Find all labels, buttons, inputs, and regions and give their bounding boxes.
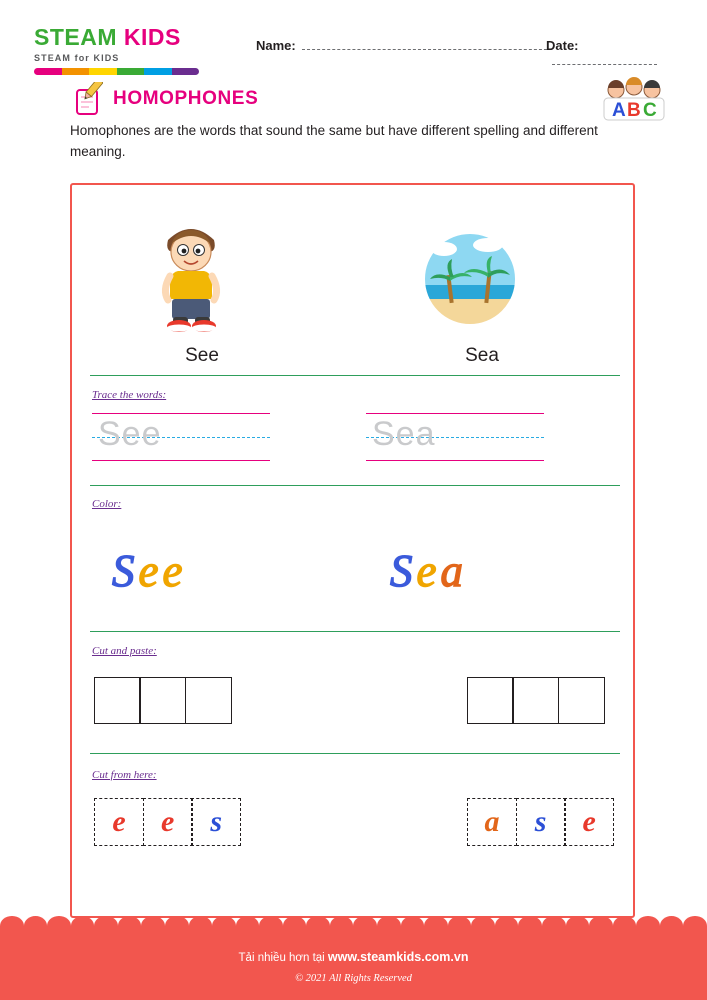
section-label-cut-here: Cut from here:	[92, 769, 157, 781]
intro-text: Homophones are the words that sound the same but have different spelling and different meaning.	[70, 123, 598, 159]
word-label-right: Sea	[465, 345, 499, 366]
boy-illustration	[148, 214, 234, 334]
trace-lines-left[interactable]	[92, 413, 270, 461]
page-title: HOMOPHONES	[113, 88, 259, 109]
paste-box[interactable]	[94, 677, 141, 724]
page-header	[34, 26, 674, 74]
color-letter[interactable]: a	[440, 546, 467, 596]
worksheet-title-row	[75, 82, 258, 116]
brand-name-part-2: KIDS	[123, 24, 181, 50]
color-word-right[interactable]	[390, 545, 467, 597]
cut-tiles-right[interactable]	[467, 798, 614, 846]
cut-tile-letter: e	[112, 805, 126, 838]
svg-text:B: B	[627, 100, 641, 121]
color-letter[interactable]: S	[112, 546, 139, 596]
brand-logo	[34, 26, 234, 75]
svg-text:A: A	[612, 100, 626, 121]
cut-tile-letter: s	[534, 805, 547, 838]
footer-scallop-edge	[0, 916, 707, 930]
beach-illustration	[422, 231, 518, 327]
divider-2	[90, 485, 620, 486]
cut-tile[interactable]	[516, 798, 566, 846]
trace-lines-right[interactable]	[366, 413, 544, 461]
paste-boxes-left[interactable]	[94, 677, 232, 724]
paste-box[interactable]	[558, 677, 605, 724]
divider-4	[90, 753, 620, 754]
brand-name-part-1: STEAM	[34, 24, 117, 50]
cut-tile-letter: a	[484, 805, 500, 838]
trace-word-right: Sea	[372, 415, 436, 453]
paste-box[interactable]	[467, 677, 514, 724]
word-label-left: See	[185, 345, 219, 366]
brand-color-bar	[34, 68, 199, 75]
divider-3	[90, 631, 620, 632]
cut-tile[interactable]	[143, 798, 193, 846]
name-input-line[interactable]	[302, 38, 552, 50]
paste-box[interactable]	[139, 677, 186, 724]
cut-tile[interactable]	[467, 798, 517, 846]
cut-tile-letter: e	[160, 805, 175, 838]
divider-1	[90, 375, 620, 376]
section-label-color: Color:	[92, 498, 122, 510]
name-field[interactable]	[256, 38, 552, 53]
brand-name	[34, 26, 234, 49]
footer-copyright: © 2021 All Rights Reserved	[295, 973, 412, 984]
svg-text:C: C	[643, 100, 657, 121]
paste-boxes-right[interactable]	[467, 677, 605, 724]
color-letter[interactable]: e	[416, 546, 441, 596]
section-label-trace: Trace the words:	[92, 389, 167, 401]
cut-tile[interactable]	[94, 798, 144, 846]
date-field[interactable]	[546, 38, 674, 68]
section-label-cut-paste: Cut and paste:	[92, 645, 157, 657]
paste-box[interactable]	[185, 677, 232, 724]
name-label: Name:	[256, 38, 296, 53]
footer-site-text	[0, 950, 707, 964]
color-letter[interactable]: e	[162, 546, 187, 596]
worksheet-box	[70, 183, 635, 918]
footer-site-url[interactable]: www.steamkids.com.vn	[327, 950, 469, 964]
footer-prefix: Tải nhiều hơn tại	[238, 952, 328, 964]
cut-tile[interactable]	[564, 798, 614, 846]
brand-tagline: STEAM for KIDS	[34, 53, 120, 63]
cut-tile[interactable]	[191, 798, 241, 846]
abc-badge-icon	[598, 76, 670, 126]
color-word-left[interactable]	[112, 545, 186, 597]
paste-box[interactable]	[512, 677, 559, 724]
cut-tile-letter: s	[210, 805, 223, 838]
footer-band	[0, 930, 707, 1000]
pencil-icon	[75, 82, 103, 116]
cut-tile-letter: e	[582, 805, 596, 838]
color-letter[interactable]: e	[138, 546, 163, 596]
cut-tiles-left[interactable]	[94, 798, 241, 846]
color-letter[interactable]: S	[390, 546, 417, 596]
date-label: Date:	[546, 38, 579, 53]
trace-word-left: See	[98, 415, 162, 453]
date-input-line[interactable]	[552, 53, 657, 65]
